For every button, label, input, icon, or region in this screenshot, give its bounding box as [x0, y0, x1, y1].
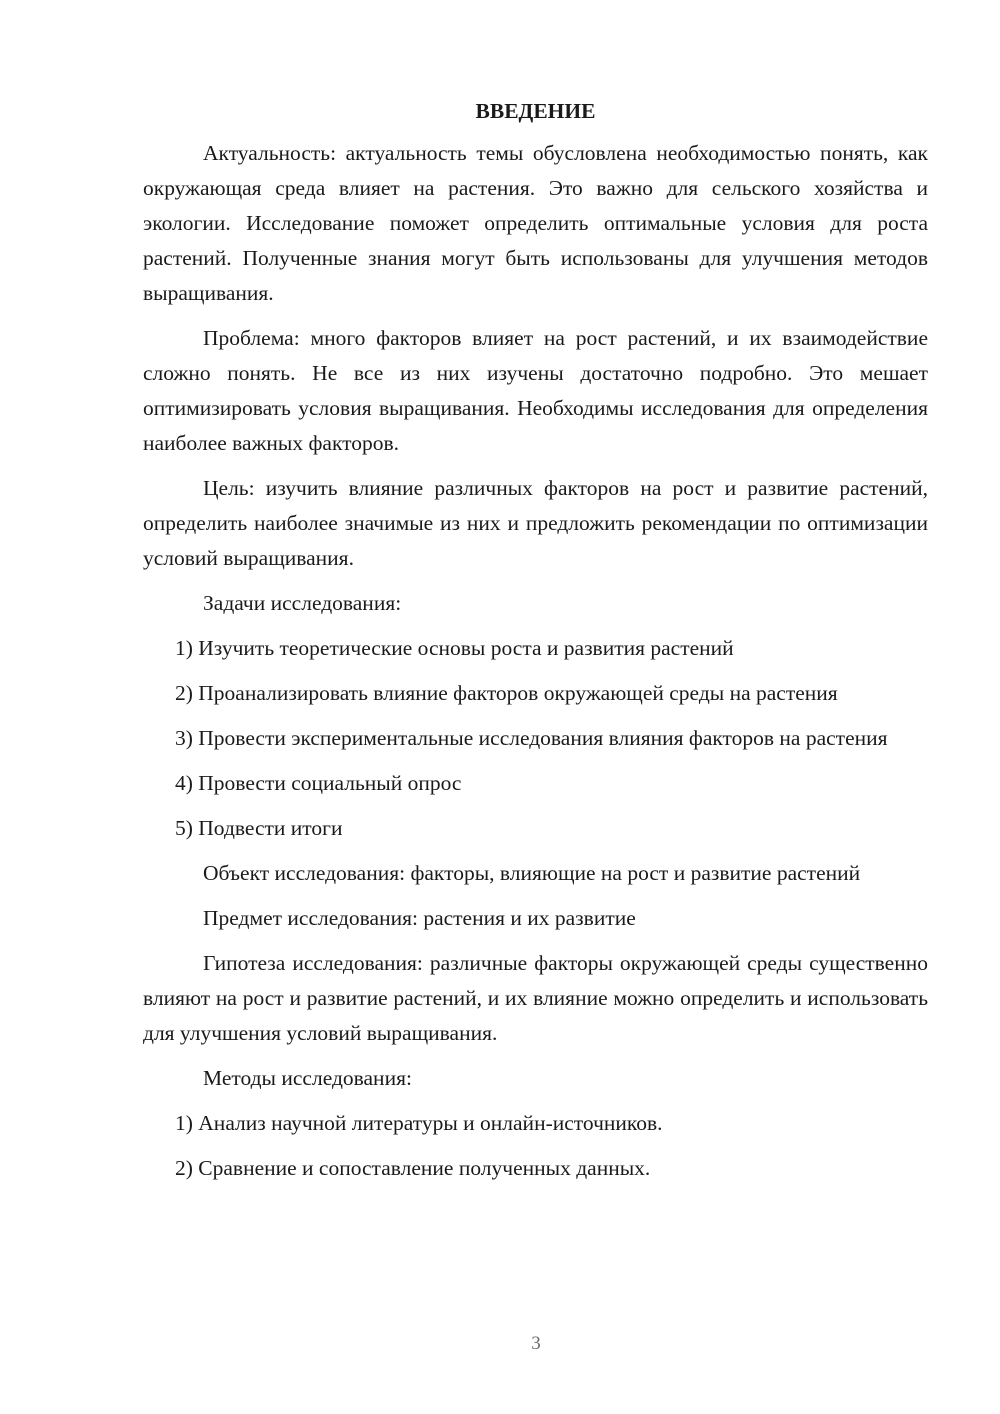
- subject-paragraph: Предмет исследования: растения и их развитие: [203, 906, 636, 930]
- goal-paragraph: Цель: изучить влияние различных факторов на рост и развитие растений, определить наиболее значимые из них и предложить рекомендации по оптимизации условий выращивания.: [143, 476, 928, 570]
- methods-heading: Методы исследования:: [203, 1066, 412, 1090]
- task-item: 5) Подвести итоги: [175, 816, 343, 840]
- document-page: [143, 96, 928, 1196]
- method-item: 2) Сравнение и сопоставление полученных данных.: [175, 1156, 651, 1180]
- task-item: 4) Провести социальный опрос: [175, 771, 462, 795]
- problem-paragraph: Проблема: много факторов влияет на рост растений, и их взаимодействие сложно понять. Не все из них изучены достаточно подробно. Это мешает оптимизировать условия выращивания. Необходимы исследования для определения наиболее важных факторов.: [143, 326, 928, 455]
- task-item: 3) Провести экспериментальные исследования влияния факторов на растения: [175, 726, 888, 750]
- hypothesis-paragraph: Гипотеза исследования: различные факторы окружающей среды существенно влияют на рост и развитие растений, и их влияние можно определить и использовать для улучшения условий выращивания.: [143, 951, 928, 1045]
- task-item: 2) Проанализировать влияние факторов окружающей среды на растения: [175, 681, 838, 705]
- page-number: 3: [531, 1333, 541, 1354]
- relevance-paragraph: Актуальность: актуальность темы обусловлена необходимостью понять, как окружающая среда влияет на растения. Это важно для сельского хозяйства и экологии. Исследование поможет определить оптимальные условия для роста растений. Полученные знания могут быть использованы для улучшения методов выращивания.: [143, 141, 928, 305]
- tasks-heading: Задачи исследования:: [203, 591, 402, 615]
- task-item: 1) Изучить теоретические основы роста и развития растений: [175, 636, 734, 660]
- section-title: ВВЕДЕНИЕ: [475, 99, 596, 123]
- method-item: 1) Анализ научной литературы и онлайн-источников.: [175, 1111, 663, 1135]
- object-paragraph: Объект исследования: факторы, влияющие на рост и развитие растений: [203, 861, 861, 885]
